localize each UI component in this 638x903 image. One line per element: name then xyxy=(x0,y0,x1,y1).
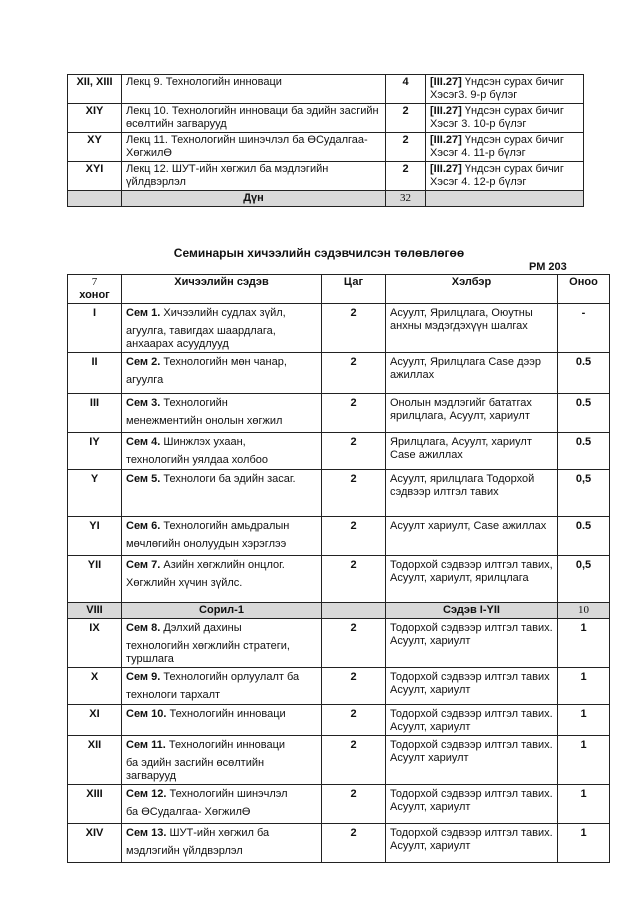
lecture-hours: 2 xyxy=(386,133,426,162)
reference-text: Үндсэн сурах бичиг Хэсэг 3. 10-р бүлэг xyxy=(430,105,564,130)
seminar-code: РМ 203 xyxy=(529,261,567,273)
seminar-row xyxy=(68,619,610,668)
seminar-hours: 2 xyxy=(322,517,386,556)
test-topic: Сэдэв I-YII xyxy=(386,603,558,619)
seminar-topic-line2: ба эдийн засгийн өсөлтийн загварууд xyxy=(126,757,265,782)
seminar-topic-line1: Азийн хөгжлийн онцлог. xyxy=(163,559,285,571)
seminar-hours: 2 xyxy=(322,470,386,517)
seminar-score: 1 xyxy=(558,824,610,863)
seminar-week: XIV xyxy=(68,824,122,863)
seminar-form: Асуулт, ярилцлага Тодорхой сэдвээр илтгэл тавих xyxy=(386,470,558,517)
seminar-prefix: Сем 10. xyxy=(126,708,167,720)
seminar-form: Тодорхой сэдвээр илтгэл тавих, Асуулт, хариулт, ярилцлага xyxy=(386,556,558,603)
seminar-topic xyxy=(122,619,322,668)
reference-code: [III.27] xyxy=(430,134,462,146)
seminar-topic-line1: Технологийн инноваци xyxy=(169,708,286,720)
seminar-topic-line2: агуулга, тавигдах шаардлага, анхаарах асуудлууд xyxy=(126,325,276,350)
seminar-hours: 2 xyxy=(322,705,386,736)
seminar-week: IX xyxy=(68,619,122,668)
seminar-score: 1 xyxy=(558,785,610,824)
seminar-score: 0,5 xyxy=(558,470,610,517)
seminar-topic-line2: технологийн уялдаа холбоо xyxy=(126,454,269,466)
seminar-row xyxy=(68,394,610,433)
seminar-topic xyxy=(122,668,322,705)
lecture-total-label: Дүн xyxy=(122,191,386,207)
seminar-topic-line2: Хөгжлийн хүчин зүйлс. xyxy=(126,577,243,589)
lecture-topic: Лекц 12. ШУТ-ийн хөгжил ба мэдлэгийн үйлдвэрлэл xyxy=(122,162,386,191)
seminar-row xyxy=(68,353,610,394)
seminar-header-row xyxy=(68,275,610,304)
seminar-form: Онолын мэдлэгийг бататгах ярилцлага, Асуулт, хариулт xyxy=(386,394,558,433)
seminar-hours: 2 xyxy=(322,394,386,433)
seminar-row xyxy=(68,470,610,517)
seminar-score: 0,5 xyxy=(558,556,610,603)
reference-code: [III.27] xyxy=(430,76,462,88)
seminar-topic-line1: Шинжлэх ухаан, xyxy=(163,436,246,448)
seminar-topic-line1: ШУТ-ийн хөгжил ба xyxy=(169,827,270,839)
lecture-total-row xyxy=(68,191,584,207)
seminar-score: 1 xyxy=(558,736,610,785)
seminar-topic-line1: Технологийн xyxy=(163,397,228,409)
reference-text: Үндсэн сурах бичиг Хэсэг 4. 11-р бүлэг xyxy=(430,134,564,159)
lecture-hours: 2 xyxy=(386,162,426,191)
seminar-topic xyxy=(122,433,322,470)
seminar-row xyxy=(68,705,610,736)
seminar-prefix: Сем 8. xyxy=(126,622,161,634)
seminar-score: - xyxy=(558,304,610,353)
seminar-row xyxy=(68,824,610,863)
seminar-hours: 2 xyxy=(322,824,386,863)
seminar-topic xyxy=(122,824,322,863)
lecture-hours: 4 xyxy=(386,75,426,104)
lecture-topic: Лекц 10. Технологийн инноваци ба эдийн засгийн өсөлтийн загварууд xyxy=(122,104,386,133)
seminar-topic xyxy=(122,736,322,785)
test-week: VIII xyxy=(68,603,122,619)
seminar-hours: 2 xyxy=(322,619,386,668)
seminar-week: IY xyxy=(68,433,122,470)
seminar-week: II xyxy=(68,353,122,394)
seminar-week: I xyxy=(68,304,122,353)
seminar-topic xyxy=(122,785,322,824)
seminar-prefix: Сем 4. xyxy=(126,436,161,448)
seminar-prefix: Сем 9. xyxy=(126,671,161,683)
seminar-topic xyxy=(122,304,322,353)
test-score: 10 xyxy=(558,603,610,619)
seminar-prefix: Сем 2. xyxy=(126,356,161,368)
seminar-hours: 2 xyxy=(322,785,386,824)
seminar-week: XI xyxy=(68,705,122,736)
seminar-topic xyxy=(122,556,322,603)
seminar-row xyxy=(68,433,610,470)
seminar-hours: 2 xyxy=(322,304,386,353)
seminar-topic-line2: технологи тархалт xyxy=(126,689,221,701)
seminar-hours: 2 xyxy=(322,433,386,470)
seminar-score: 1 xyxy=(558,668,610,705)
seminar-topic-line2: агуулга xyxy=(126,374,164,386)
seminar-topic-line1: Технологийн шинэчлэл xyxy=(169,788,288,800)
lecture-hours: 2 xyxy=(386,104,426,133)
seminar-week: YII xyxy=(68,556,122,603)
seminar-row xyxy=(68,517,610,556)
reference-text: Үндсэн сурах бичиг Хэсэг 4. 12-р бүлэг xyxy=(430,163,564,188)
seminar-row xyxy=(68,304,610,353)
seminar-score: 0.5 xyxy=(558,394,610,433)
seminar-title: Семинарын хичээлийн сэдэвчилсэн төлөвлөгөө xyxy=(173,246,465,260)
seminar-topic xyxy=(122,353,322,394)
seminar-week: YI xyxy=(68,517,122,556)
seminar-form: Асуулт, Ярилцлага Case дээр ажиллах xyxy=(386,353,558,394)
seminar-topic-line2: мөчлөгийн онолуудын хэрэглээ xyxy=(126,538,287,550)
seminar-prefix: Сем 6. xyxy=(126,520,161,532)
seminar-week: XIII xyxy=(68,785,122,824)
seminar-prefix: Сем 11. xyxy=(126,739,166,751)
seminar-row xyxy=(68,556,610,603)
lecture-num: XII, XIII xyxy=(68,75,122,104)
lecture-row xyxy=(68,104,584,133)
seminar-score: 1 xyxy=(558,705,610,736)
test-label: Сорил-1 xyxy=(122,603,322,619)
seminar-form: Ярилцлага, Асуулт, хариулт Case ажиллах xyxy=(386,433,558,470)
seminar-topic-line1: Технологи ба эдийн засаг. xyxy=(163,473,296,485)
topic-header: Хичээлийн сэдэв xyxy=(122,275,322,304)
seminar-prefix: Сем 7. xyxy=(126,559,161,571)
seminar-week: XII xyxy=(68,736,122,785)
seminar-week: III xyxy=(68,394,122,433)
seminar-form: Тодорхой сэдвээр илтгэл тавих. Асуулт, хариулт xyxy=(386,705,558,736)
lecture-total-value: 32 xyxy=(386,191,426,207)
lecture-row xyxy=(68,133,584,162)
seminar-hours: 2 xyxy=(322,556,386,603)
seminar-hours: 2 xyxy=(322,736,386,785)
seminar-score: 1 xyxy=(558,619,610,668)
seminar-prefix: Сем 1. xyxy=(126,307,161,319)
lecture-row xyxy=(68,75,584,104)
seminar-topic-line1: Технологийн амьдралын xyxy=(163,520,290,532)
seminar-topic xyxy=(122,394,322,433)
seminar-prefix: Сем 5. xyxy=(126,473,161,485)
seminar-prefix: Сем 13. xyxy=(126,827,167,839)
seminar-form: Тодорхой сэдвээр илтгэл тавих. Асуулт хариулт xyxy=(386,736,558,785)
lecture-reference xyxy=(426,75,584,104)
seminar-score: 0.5 xyxy=(558,433,610,470)
lecture-topic: Лекц 9. Технологийн инноваци xyxy=(122,75,386,104)
seminar-form: Тодорхой сэдвээр илтгэл тавих. Асуулт, хариулт xyxy=(386,619,558,668)
seminar-score: 0.5 xyxy=(558,517,610,556)
seminar-prefix: Сем 12. xyxy=(126,788,167,800)
week-num-header: 7 xyxy=(91,276,98,288)
seminar-form: Асуулт хариулт, Case ажиллах xyxy=(386,517,558,556)
hours-header: Цаг xyxy=(322,275,386,304)
seminar-topic-line2: ба ӨСудалгаа- ХөгжилӨ xyxy=(126,806,251,818)
seminar-topic xyxy=(122,705,322,736)
lecture-table xyxy=(67,74,584,207)
seminar-topic xyxy=(122,517,322,556)
lecture-reference xyxy=(426,133,584,162)
lecture-reference xyxy=(426,162,584,191)
lecture-num: XYI xyxy=(68,162,122,191)
seminar-topic-line1: Технологийн орлуулалт ба xyxy=(163,671,300,683)
test-row xyxy=(68,603,610,619)
week-label-header: хоног xyxy=(79,289,110,301)
seminar-form: Тодорхой сэдвээр илтгэл тавих. Асуулт, хариулт xyxy=(386,785,558,824)
seminar-week: Y xyxy=(68,470,122,517)
seminar-topic-line2: технологийн хөгжлийн стратеги, туршлага xyxy=(126,640,290,665)
lecture-num: XY xyxy=(68,133,122,162)
seminar-row xyxy=(68,736,610,785)
form-header: Хэлбэр xyxy=(386,275,558,304)
seminar-prefix: Сем 3. xyxy=(126,397,161,409)
reference-text: Үндсэн сурах бичиг Хэсэг3. 9-р бүлэг xyxy=(430,76,564,101)
seminar-topic-line1: Технологийн инноваци xyxy=(168,739,286,751)
seminar-row xyxy=(68,668,610,705)
lecture-topic: Лекц 11. Технологийн шинэчлэл ба ӨСудалгаа- ХөгжилӨ xyxy=(122,133,386,162)
lecture-num: XIY xyxy=(68,104,122,133)
seminar-topic-line1: Технологийн мөн чанар, xyxy=(163,356,287,368)
seminar-table xyxy=(67,274,610,863)
seminar-form: Тодорхой сэдвээр илтгэл тавих Асуулт, хариулт xyxy=(386,668,558,705)
seminar-form: Тодорхой сэдвээр илтгэл тавих. Асуулт, хариулт xyxy=(386,824,558,863)
seminar-score: 0.5 xyxy=(558,353,610,394)
seminar-hours: 2 xyxy=(322,353,386,394)
score-header: Оноо xyxy=(558,275,610,304)
seminar-hours: 2 xyxy=(322,668,386,705)
reference-code: [III.27] xyxy=(430,163,462,175)
seminar-form: Асуулт, Ярилцлага, Оюутны анхны мэдэгдэхүүн шалгах xyxy=(386,304,558,353)
seminar-topic-line2: мэдлэгийн үйлдвэрлэл xyxy=(126,845,243,857)
seminar-topic-line1: Дэлхий дахины xyxy=(163,622,242,634)
seminar-row xyxy=(68,785,610,824)
lecture-reference xyxy=(426,104,584,133)
seminar-topic xyxy=(122,470,322,517)
seminar-week: X xyxy=(68,668,122,705)
seminar-topic-line1: Хичээлийн судлах зүйл, xyxy=(163,307,286,319)
reference-code: [III.27] xyxy=(430,105,462,117)
lecture-row xyxy=(68,162,584,191)
seminar-topic-line2: менежментийн онолын хөгжил xyxy=(126,415,283,427)
